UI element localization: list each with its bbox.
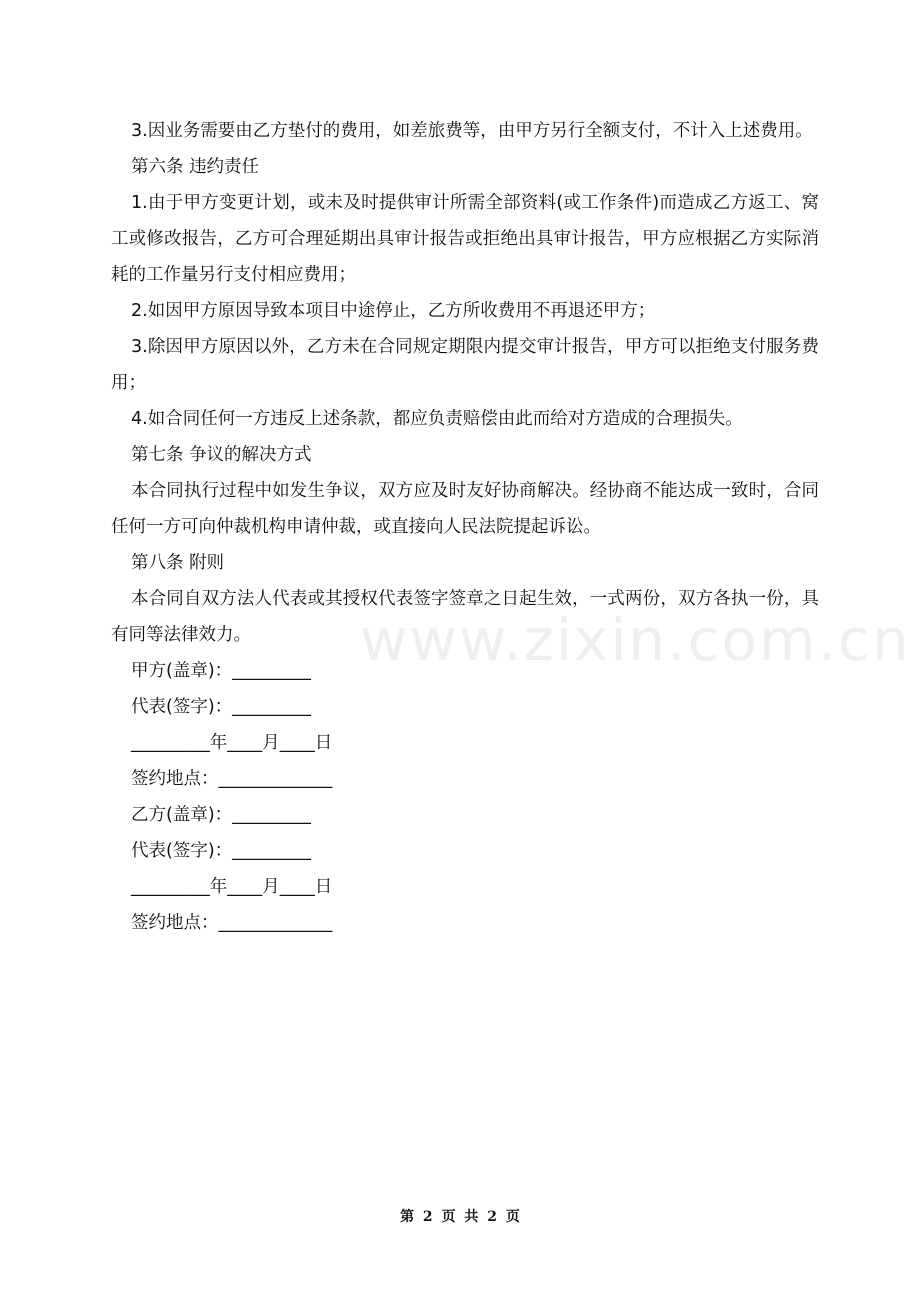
article6-item4: 4.如合同任何一方违反上述条款，都应负责赔偿由此而给对方造成的合理损失。: [131, 409, 743, 429]
document-body: [111, 113, 819, 941]
party-b-place-line: 签约地点：_____________: [131, 913, 333, 933]
party-a-date-line: _________年____月____日: [131, 733, 333, 753]
article6-item3: 3.除因甲方原因以外，乙方未在合同规定期限内提交审计报告，甲方可以拒绝支付服务费用；: [111, 337, 819, 393]
article8-heading: 第八条 附则: [131, 553, 225, 573]
party-a-representative-line: 代表(签字)：_________: [131, 697, 311, 717]
article7-heading: 第七条 争议的解决方式: [131, 445, 312, 465]
party-b-date-line: _________年____月____日: [131, 877, 333, 897]
party-a-place-line: 签约地点：_____________: [131, 769, 333, 789]
page-number-footer: 第 2 页 共 2 页: [400, 1209, 520, 1225]
party-a-seal-line: 甲方(盖章)：_________: [131, 661, 311, 681]
watermark: www.zixin.com.cn: [360, 606, 911, 674]
article6-item1: 1.由于甲方变更计划，或未及时提供审计所需全部资料(或工作条件)而造成乙方返工、窝工或修改报告，乙方可合理延期出具审计报告或拒绝出具审计报告，甲方应根据乙方实际消耗的工作量另行支付相应费用；: [111, 193, 819, 285]
article7-body: 本合同执行过程中如发生争议，双方应及时友好协商解决。经协商不能达成一致时，合同任何一方可向仲裁机构申请仲裁，或直接向人民法院提起诉讼。: [111, 481, 819, 537]
party-b-seal-line: 乙方(盖章)：_________: [131, 805, 311, 825]
article5-item3: 3.因业务需要由乙方垫付的费用，如差旅费等，由甲方另行全额支付，不计入上述费用。: [131, 121, 813, 141]
article8-body: 本合同自双方法人代表或其授权代表签字签章之日起生效，一式两份，双方各执一份，具有同等法律效力。: [111, 589, 819, 645]
party-b-representative-line: 代表(签字)：_________: [131, 841, 311, 861]
article6-heading: 第六条 违约责任: [131, 157, 260, 177]
article6-item2: 2.如因甲方原因导致本项目中途停止，乙方所收费用不再退还甲方；: [131, 301, 656, 321]
